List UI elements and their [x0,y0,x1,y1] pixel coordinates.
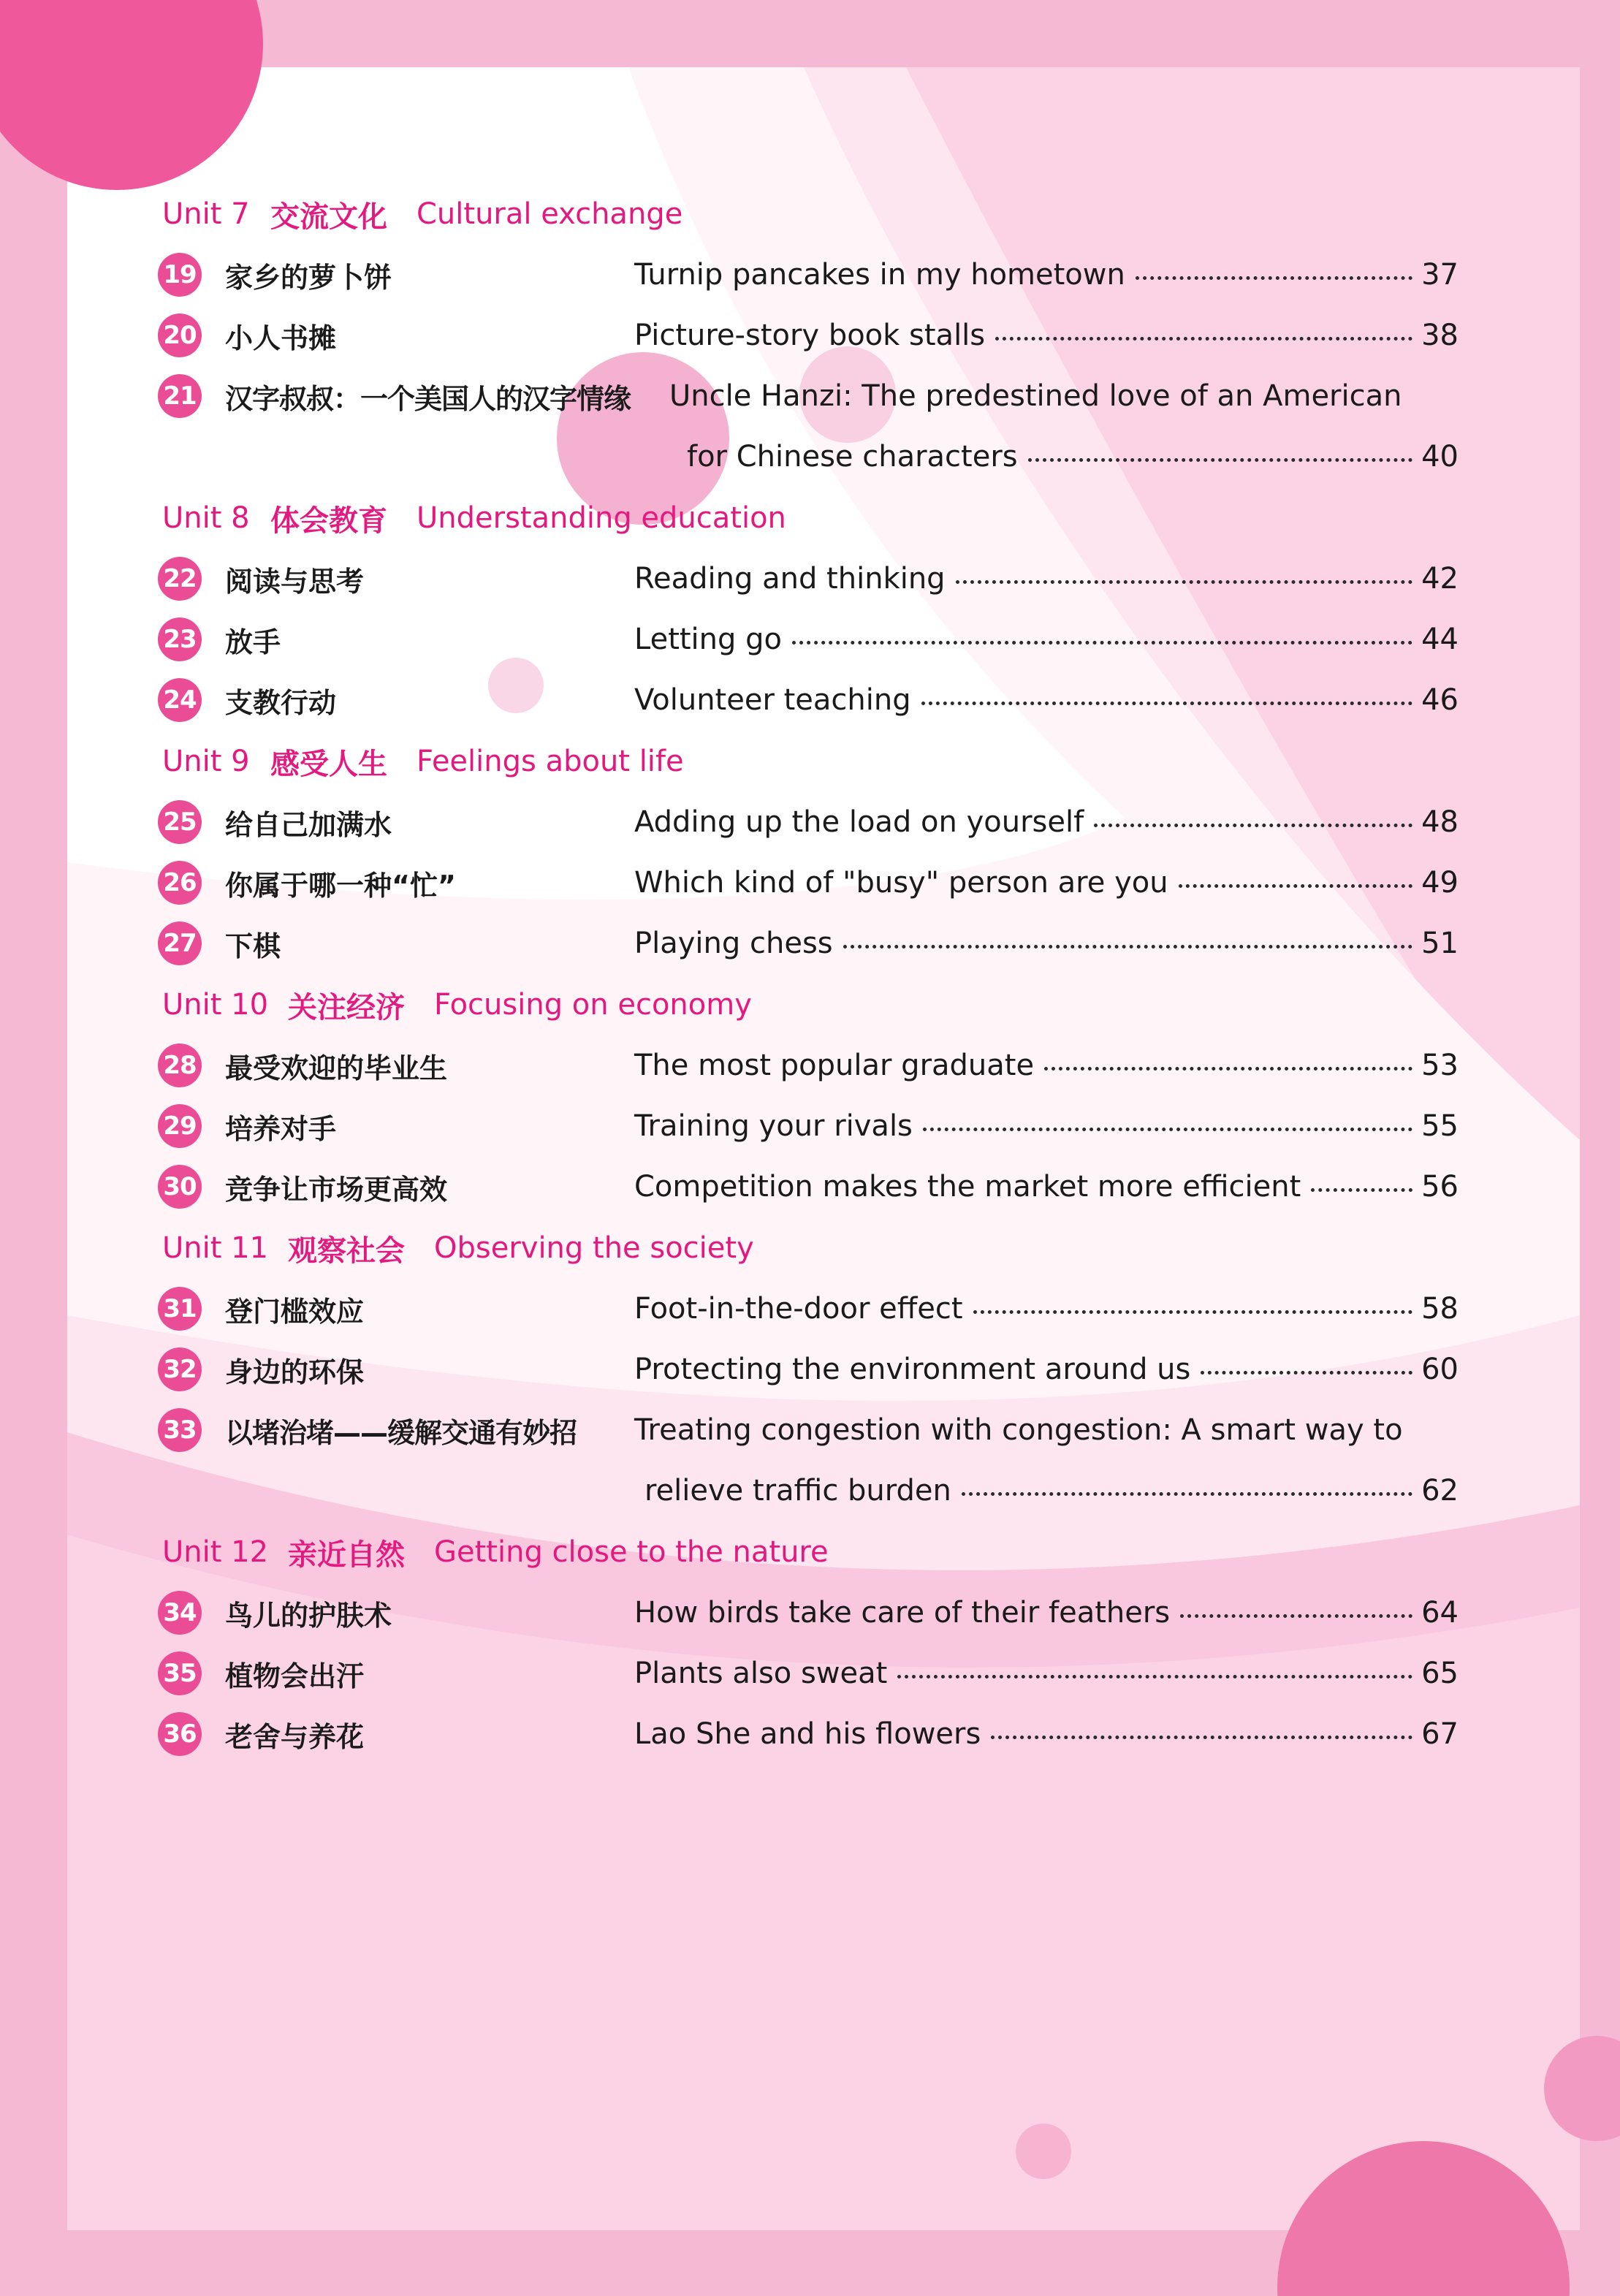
lesson-title-cn: 身边的环保 [225,1356,365,1388]
lesson-title-cn: 阅读与思考 [225,565,365,598]
toc-entry[interactable] [158,370,1459,422]
unit-title-cn: 关注经济 [288,990,405,1025]
toc-entry[interactable] [158,1283,1459,1334]
dot-leader [991,1736,1412,1739]
lesson-title-en: Letting go [634,623,782,656]
unit-title-cn: 交流文化 [270,199,387,234]
page-number: 40 [1421,440,1459,474]
dot-leader [1136,276,1412,280]
page-number: 65 [1421,1657,1459,1690]
page-number: 44 [1421,623,1459,656]
lesson-title-en: Reading and thinking [634,562,946,596]
unit-title-en: Cultural exchange [417,197,683,231]
page-number: 51 [1421,927,1459,960]
page-number: 60 [1421,1353,1459,1386]
dot-leader [843,945,1412,949]
toc-entry[interactable] [158,1648,1459,1699]
lesson-title-cn: 家乡的萝卜饼 [225,261,392,294]
lesson-title-cn: 鸟儿的护肤术 [225,1599,392,1632]
lesson-number-badge: 35 [158,1651,202,1695]
unit-title-cn: 亲近自然 [288,1537,405,1572]
page-number: 56 [1421,1170,1459,1204]
toc-entry[interactable] [158,553,1459,604]
lesson-title-en: Treating congestion with congestion: A smart way to [634,1413,1403,1447]
lesson-title-en: Competition makes the market more efficient [634,1170,1301,1204]
toc-entry-continuation[interactable] [687,431,1459,482]
dot-leader [921,702,1412,705]
page-number: 58 [1421,1292,1459,1326]
lesson-title-cn: 老舍与养花 [225,1720,365,1753]
lesson-title-en: Picture-story book stalls [634,319,986,352]
lesson-number-badge: 33 [158,1408,202,1452]
lesson-title-en: Plants also sweat [634,1657,888,1690]
unit-title-cn: 感受人生 [270,747,387,781]
unit-heading[interactable] [162,493,786,544]
toc-entry[interactable] [158,918,1459,969]
unit-title-en: Getting close to the nature [434,1535,829,1569]
lesson-title-cn: 支教行动 [225,686,337,719]
dot-leader [792,641,1412,645]
lesson-title-cn: 下棋 [225,930,281,962]
lesson-number-badge: 30 [158,1165,202,1209]
toc-entry[interactable] [158,1587,1459,1638]
toc-entry[interactable] [158,857,1459,908]
lesson-number-badge: 29 [158,1104,202,1148]
dot-leader [956,580,1413,584]
lesson-number-badge: 19 [158,253,202,297]
dot-leader [1180,1614,1412,1618]
unit-label: Unit 11 [162,1231,269,1265]
dot-leader [1201,1371,1412,1375]
lesson-title-cn: 小人书摊 [225,322,337,354]
unit-heading[interactable] [162,1527,829,1578]
page-number: 42 [1421,562,1459,596]
unit-title-en: Feelings about life [417,745,684,778]
lesson-number-badge: 21 [158,374,202,418]
dot-leader [973,1310,1413,1314]
lesson-title-en: Which kind of "busy" person are you [634,866,1168,900]
unit-label: Unit 7 [162,197,250,231]
lesson-title-en: Protecting the environment around us [634,1353,1191,1386]
lesson-title-en: Playing chess [634,927,833,960]
page-number: 49 [1421,866,1459,900]
unit-title-en: Focusing on economy [434,988,752,1022]
lesson-title-en-cont: for Chinese characters [687,440,1018,474]
lesson-title-cn: 以堵治堵——缓解交通有妙招 [225,1416,577,1449]
lesson-title-en: Volunteer teaching [634,683,911,717]
page-number: 67 [1421,1717,1459,1751]
page-number: 55 [1421,1109,1459,1143]
toc-entry[interactable] [158,1344,1459,1395]
toc-entry[interactable] [158,674,1459,726]
toc-entry[interactable] [158,1404,1459,1456]
lesson-number-badge: 28 [158,1044,202,1087]
unit-title-cn: 观察社会 [288,1233,405,1268]
lesson-title-cn: 植物会出汗 [225,1660,365,1692]
dot-leader [923,1128,1412,1131]
dot-leader [1028,458,1412,462]
unit-heading[interactable] [162,189,682,240]
toc-entry-continuation[interactable] [644,1465,1459,1516]
unit-label: Unit 12 [162,1535,269,1569]
toc-entry[interactable] [158,614,1459,665]
lesson-number-badge: 34 [158,1591,202,1635]
toc-entry[interactable] [158,797,1459,848]
lesson-number-badge: 36 [158,1712,202,1756]
toc-entry[interactable] [158,249,1459,300]
lesson-number-badge: 31 [158,1287,202,1331]
lesson-title-en-cont: relieve traffic burden [644,1474,951,1508]
toc-entry[interactable] [158,1101,1459,1152]
lesson-number-badge: 26 [158,861,202,905]
toc-entry[interactable] [158,1708,1459,1760]
lesson-number-badge: 20 [158,313,202,357]
dot-leader [1094,824,1412,827]
lesson-title-en: Adding up the load on yourself [634,805,1084,839]
toc-entry[interactable] [158,1161,1459,1212]
lesson-title-en: The most popular graduate [634,1049,1035,1082]
unit-heading[interactable] [162,736,684,787]
lesson-number-badge: 23 [158,617,202,661]
lesson-title-cn: 放手 [225,626,281,658]
lesson-title-cn: 给自己加满水 [225,808,392,841]
page-number: 46 [1421,683,1459,717]
dot-leader [1179,884,1413,888]
page-number: 48 [1421,805,1459,839]
toc-entry[interactable] [158,310,1459,361]
page-number: 37 [1421,258,1459,292]
lesson-number-badge: 32 [158,1347,202,1391]
unit-label: Unit 9 [162,745,250,778]
lesson-number-badge: 27 [158,921,202,965]
lesson-number-badge: 25 [158,800,202,844]
lesson-title-en: Lao She and his flowers [634,1717,981,1751]
toc-entry[interactable] [158,1040,1459,1091]
lesson-title-en: How birds take care of their feathers [634,1596,1171,1630]
page-number: 38 [1421,319,1459,352]
lesson-title-cn: 登门槛效应 [225,1295,365,1328]
dot-leader [1311,1188,1412,1192]
unit-label: Unit 10 [162,988,269,1022]
lesson-number-badge: 22 [158,557,202,601]
lesson-title-cn: 你属于哪一种“忙” [225,869,456,902]
unit-title-cn: 体会教育 [270,503,387,538]
page-number: 53 [1421,1049,1459,1082]
unit-title-en: Observing the society [434,1231,754,1265]
lesson-number-badge: 24 [158,678,202,722]
unit-heading[interactable] [162,1223,754,1274]
lesson-title-en: Turnip pancakes in my hometown [634,258,1125,292]
unit-title-en: Understanding education [417,501,786,535]
lesson-title-cn: 培养对手 [225,1112,337,1145]
lesson-title-en: Uncle Hanzi: The predestined love of an American [669,379,1402,413]
dot-leader [995,337,1412,341]
dot-leader [1044,1067,1412,1071]
lesson-title-cn: 最受欢迎的毕业生 [225,1052,448,1084]
unit-label: Unit 8 [162,501,250,535]
lesson-title-cn: 汉字叔叔：一个美国人的汉字情缘 [225,382,631,415]
unit-heading[interactable] [162,979,752,1030]
page-number: 64 [1421,1596,1459,1630]
dot-leader [962,1492,1412,1496]
lesson-title-en: Foot-in-the-door effect [634,1292,963,1326]
lesson-title-en: Training your rivals [634,1109,913,1143]
dot-leader [897,1675,1412,1679]
page-number: 62 [1421,1474,1459,1508]
lesson-title-cn: 竞争让市场更高效 [225,1173,448,1206]
